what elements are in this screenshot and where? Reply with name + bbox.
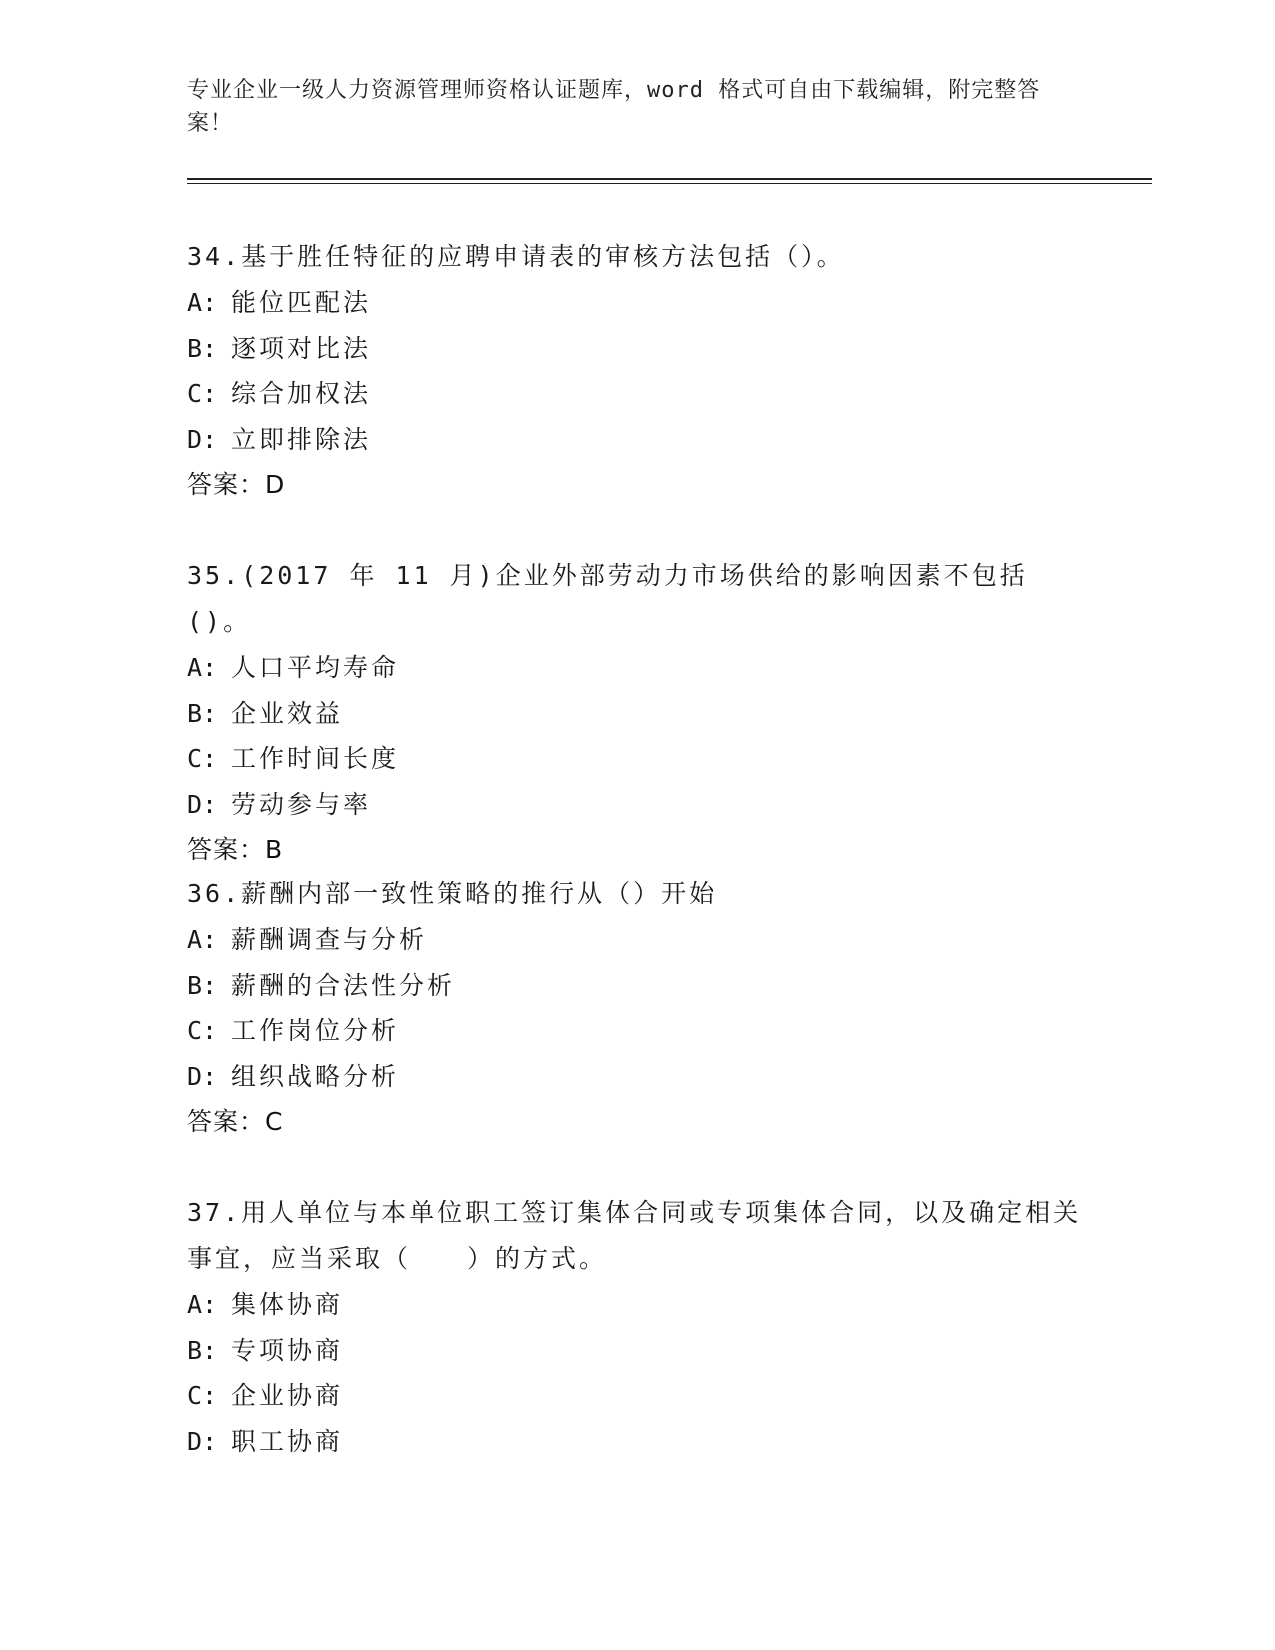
option-text: 逐项对比法 [231,333,372,363]
option-key: B: [187,970,218,1000]
option-key: D: [187,1061,218,1091]
option-key: B: [187,698,218,728]
option-d [187,417,1087,463]
answer-line: 答案：C [187,1107,284,1136]
option-text: 薪酬的合法性分析 [231,970,456,1000]
option-key: C: [187,379,218,408]
option-a [187,917,1087,963]
option-text: 劳动参与率 [231,789,372,819]
option-text: 集体协商 [231,1290,344,1319]
option-b [187,691,1087,737]
header-divider-thin [187,183,1152,184]
option-text: 工作时间长度 [231,744,400,773]
question-stem: 34.基于胜任特征的应聘申请表的审核方法包括（）。 [187,242,845,271]
question-35 [187,553,1087,873]
option-d [187,1419,1087,1465]
question-stem: 36.薪酬内部一致性策略的推行从（）开始 [187,879,718,908]
option-text: 企业协商 [231,1381,344,1410]
header-divider-thick [187,178,1152,180]
question-36 [187,871,1087,1145]
answer-line: 答案：D [187,470,286,499]
option-c [187,1373,1087,1419]
option-b [187,326,1087,372]
option-key: B: [187,333,218,363]
option-d [187,782,1087,828]
option-text: 综合加权法 [231,379,372,408]
option-text: 职工协商 [231,1426,344,1456]
option-text: 立即排除法 [231,424,372,454]
option-c [187,736,1087,782]
option-c [187,1008,1087,1054]
option-key: B: [187,1335,218,1365]
option-text: 薪酬调查与分析 [231,925,428,954]
option-b [187,963,1087,1009]
document-intro: 专业企业一级人力资源管理师资格认证题库，word 格式可自由下载编辑，附完整答案！ [187,78,1041,136]
option-text: 组织战略分析 [231,1061,400,1091]
option-a [187,280,1087,326]
option-b [187,1328,1087,1374]
question-stem: 35.(2017 年 11 月)企业外部劳动力市场供给的影响因素不包括()。 [187,561,1028,636]
option-c [187,371,1087,417]
option-text: 专项协商 [231,1335,344,1365]
option-text: 能位匹配法 [231,288,372,317]
option-a [187,1282,1087,1328]
option-text: 企业效益 [231,698,344,728]
option-a [187,645,1087,691]
option-key: A: [187,925,218,954]
answer-line: 答案：B [187,835,284,864]
option-key: C: [187,1381,218,1410]
option-key: D: [187,789,218,819]
option-text: 人口平均寿命 [231,653,400,682]
option-key: A: [187,288,218,317]
option-key: A: [187,653,218,682]
option-d [187,1054,1087,1100]
option-key: A: [187,1290,218,1319]
question-37 [187,1190,1087,1464]
option-key: C: [187,1016,218,1045]
question-stem: 37.用人单位与本单位职工签订集体合同或专项集体合同，以及确定相关事宜，应当采取（ ）的方式。 [187,1198,1082,1273]
option-text: 工作岗位分析 [231,1016,400,1045]
option-key: D: [187,1426,218,1456]
option-key: D: [187,424,218,454]
option-key: C: [187,744,218,773]
question-34 [187,234,1087,508]
